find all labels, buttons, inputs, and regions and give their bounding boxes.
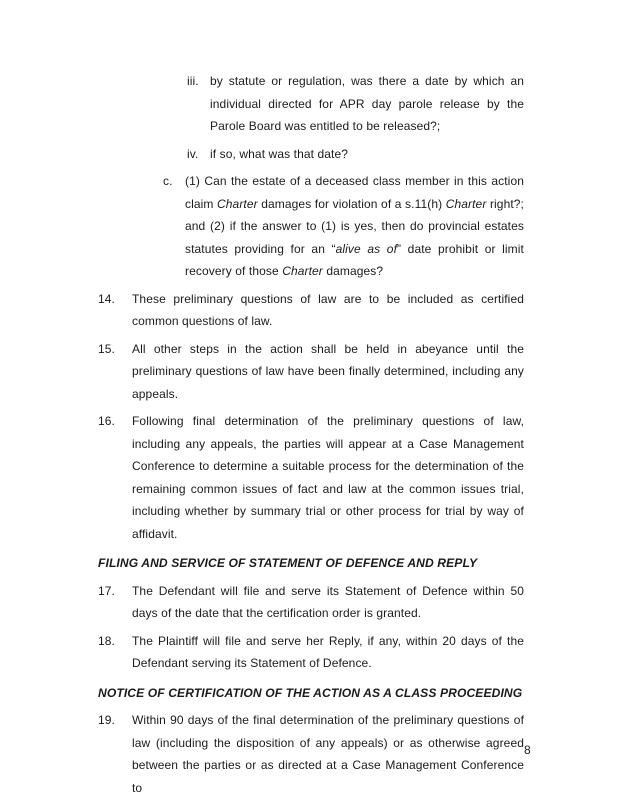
paragraph-16-text: Following final determination of the preliminary questions of law, including any appeals, the parties will appear at a Case Management Conference to determine a suitable process for the determination of the remaining common issues of fact and law at the common issues trial, including whether by summary trial or other process for trial by way of affidavit. xyxy=(132,414,524,541)
list-item-iii xyxy=(98,70,524,138)
list-item-c xyxy=(98,170,524,283)
list-marker-iv: iv. xyxy=(187,146,199,161)
paragraph-19 xyxy=(98,709,524,799)
paragraph-14-number: 14. xyxy=(98,291,115,306)
paragraph-16 xyxy=(98,410,524,545)
paragraph-18-text: The Plaintiff will file and serve her Reply, if any, within 20 days of the Defendant serving its Statement of Defence. xyxy=(132,633,524,670)
paragraph-15-text: All other steps in the action shall be held in abeyance until the preliminary questions of law have been finally determined, including any appeals. xyxy=(132,341,524,401)
list-item-c-text: (1) Can the estate of a deceased class member in this action claim Charter damages for violation of a s.11(h) Charter right?; and (2) if the answer to (1) is yes, then do provincial estates statutes providing for an “alive as of” date prohibit or limit recovery of those Charter damages? xyxy=(185,174,524,278)
paragraph-18-number: 18. xyxy=(98,633,115,648)
section-heading-filing-and-service: FILING AND SERVICE OF STATEMENT OF DEFENCE AND REPLY xyxy=(98,556,478,570)
paragraph-14 xyxy=(98,288,524,333)
paragraph-16-number: 16. xyxy=(98,414,115,428)
list-item-iv-text: if so, what was that date? xyxy=(210,146,349,161)
paragraph-19-text: Within 90 days of the final determination of the preliminary questions of law (including the disposition of any appeals) or as otherwise agreed between the parties or as directed at a Case Management Conference to xyxy=(132,713,524,795)
paragraph-17-text: The Defendant will file and serve its Statement of Defence within 50 days of the date that the certification order is granted. xyxy=(132,583,524,620)
list-item-iv xyxy=(98,143,524,166)
paragraph-19-number: 19. xyxy=(98,713,115,727)
paragraph-15-number: 15. xyxy=(98,341,115,356)
paragraph-15 xyxy=(98,338,524,406)
paragraph-14-text: These preliminary questions of law are to be included as certified common questions of law. xyxy=(132,291,524,328)
list-marker-c: c. xyxy=(163,174,173,188)
document-body xyxy=(98,70,524,804)
paragraph-17 xyxy=(98,580,524,625)
page-number: 8 xyxy=(524,743,531,757)
paragraph-17-number: 17. xyxy=(98,583,115,598)
list-marker-iii: iii. xyxy=(187,74,199,88)
paragraph-18 xyxy=(98,630,524,675)
section-heading-notice-of-certification: NOTICE OF CERTIFICATION OF THE ACTION AS A CLASS PROCEEDING xyxy=(98,685,523,700)
list-item-iii-text: by statute or regulation, was there a date by which an individual directed for APR day parole release by the Parole Board was entitled to be released?; xyxy=(210,74,524,133)
